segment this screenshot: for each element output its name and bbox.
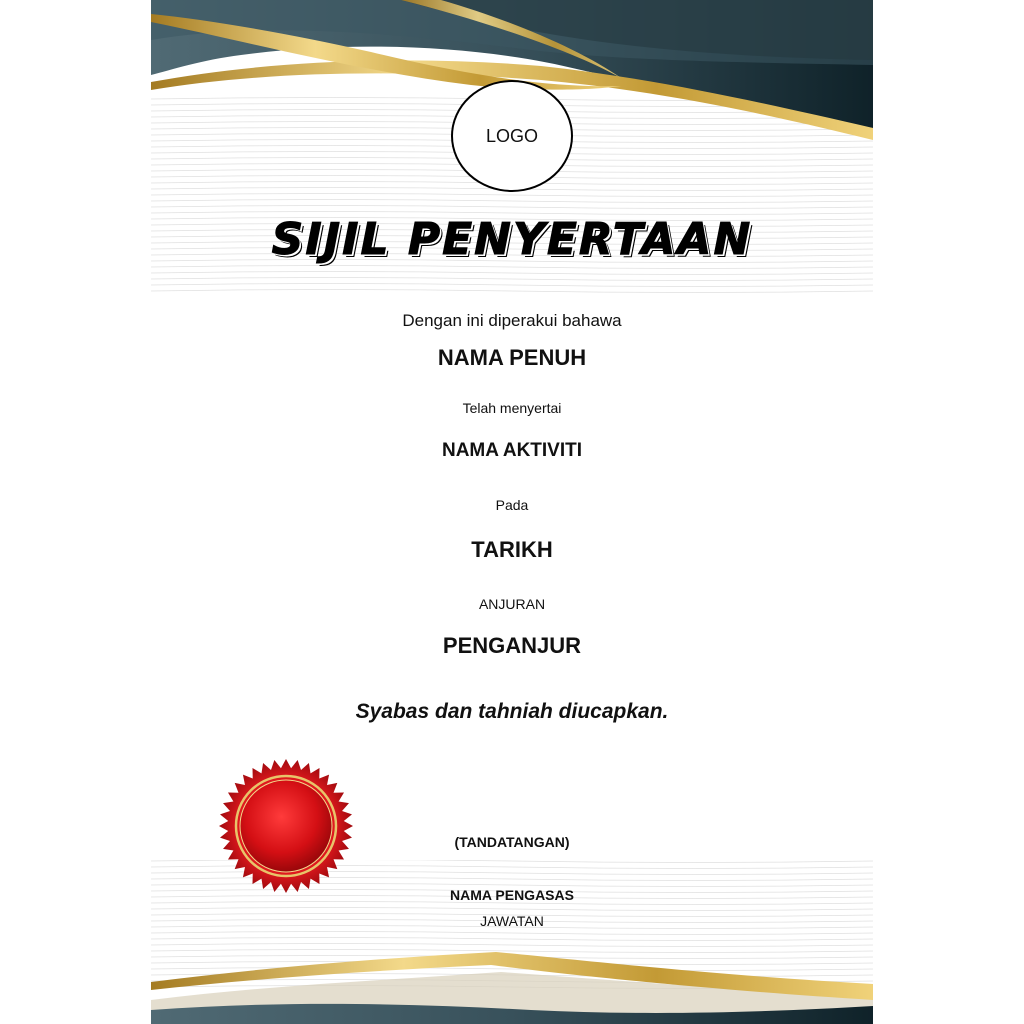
date-label: Pada (495, 497, 529, 513)
recipient-name: NAMA PENUH (437, 345, 587, 370)
closing-message: Syabas dan tahniah diucapkan. (355, 700, 669, 723)
red-seal-icon (217, 757, 355, 895)
activity-name: NAMA AKTIVITI (441, 440, 583, 461)
signatory-title: JAWATAN (480, 913, 544, 929)
logo-label: LOGO (485, 125, 538, 146)
intro-text: Dengan ini diperakui bahawa (402, 311, 622, 330)
participated-label: Telah menyertai (462, 400, 562, 416)
organizer-name: PENGANJUR (442, 633, 582, 658)
certificate-page (151, 0, 873, 1024)
signatory-name: NAMA PENGASAS (450, 887, 574, 903)
signature-label: (TANDATANGAN) (454, 834, 570, 850)
logo-placeholder (451, 80, 573, 192)
certificate-title: SIJIL PENYERTAAN (271, 214, 753, 265)
event-date: TARIKH (471, 537, 553, 562)
organized-label: ANJURAN (478, 596, 546, 612)
